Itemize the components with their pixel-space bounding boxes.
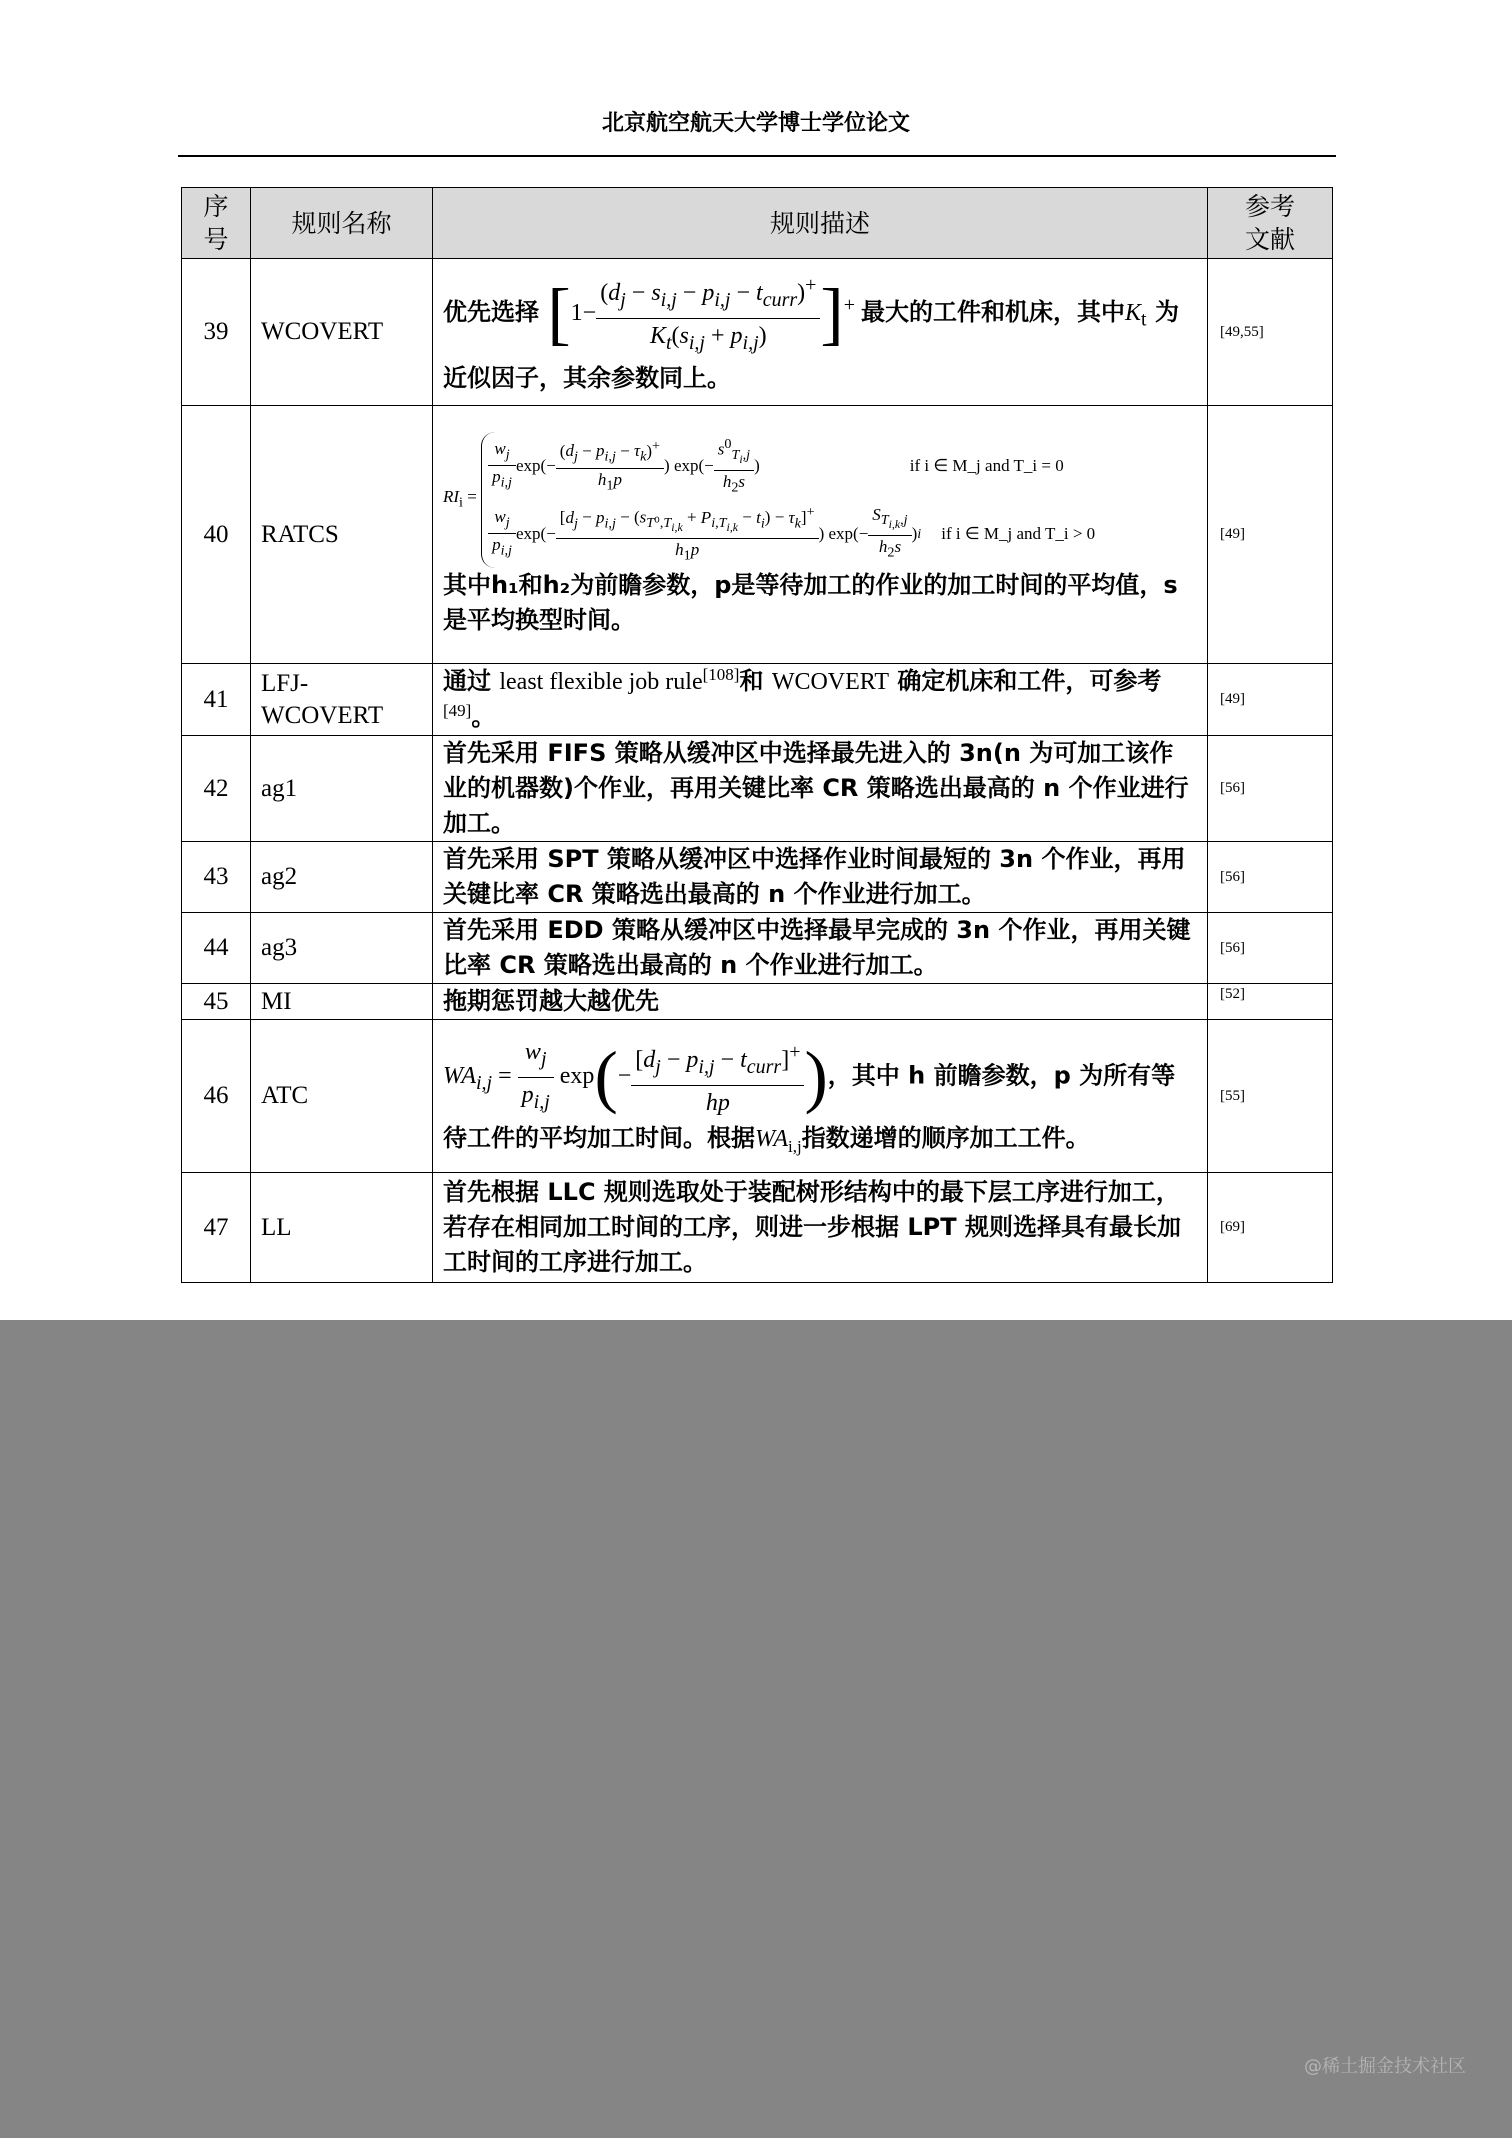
desc-text: ，其中 h 前瞻参数，p 为所有等待工件的平均加工时间。根据 (443, 1061, 1176, 1152)
desc-text: 为近似因子，其余参数同上。 (443, 298, 1179, 392)
row-ref: [49] (1208, 406, 1333, 664)
row-ref: [56] (1208, 842, 1333, 913)
row-no: 40 (182, 406, 251, 664)
atc-formula: $WA_{i,j}$ = $\frac{w_j}{p_{i,j}}$ exp(− $\frac{[d_j - p_{i,j} - t_{curr}]^+}{hp}$ ) (443, 1063, 828, 1089)
desc-text: WCOVERT (771, 669, 890, 695)
row-name: WCOVERT (251, 259, 433, 406)
desc-text: 优先选择 (443, 298, 539, 327)
desc-text: 指数递增的顺序加工工件。 (801, 1123, 1090, 1152)
desc-text: 。 (471, 703, 496, 731)
desc-text: 其中h₁和h₂为前瞻参数，p是等待加工的作业的加工时间的平均值，s是平均换型时间。 (443, 570, 1178, 634)
row-desc: 拖期惩罚越大越优先 (433, 984, 1208, 1020)
col-header-name: 规则名称 (251, 188, 433, 259)
header-rule (178, 155, 1336, 157)
row-name: MI (251, 984, 433, 1020)
row-no: 45 (182, 984, 251, 1020)
condition-2: if i ∈ M_j and T_i > 0 (941, 523, 1096, 543)
formula-lhs: RI (443, 486, 460, 506)
table-row (182, 913, 1333, 984)
row-ref: [69] (1208, 1173, 1333, 1283)
row-name: RATCS (251, 406, 433, 664)
rules-table (181, 187, 1333, 1283)
desc-var: K (1125, 300, 1142, 327)
col-header-ref: 参考文献 (1208, 188, 1333, 259)
row-name: ag1 (251, 736, 433, 842)
row-name: ATC (251, 1020, 433, 1173)
row-ref: [56] (1208, 913, 1333, 984)
table-row (182, 736, 1333, 842)
table-row (182, 984, 1333, 1020)
row-no: 43 (182, 842, 251, 913)
desc-var-sub: i,j (787, 1136, 802, 1156)
row-no: 42 (182, 736, 251, 842)
row-desc (433, 1020, 1208, 1173)
desc-var-sub: t (1141, 308, 1147, 331)
row-desc (433, 406, 1208, 664)
row-name: LL (251, 1173, 433, 1283)
formula-lhs-sub: i (459, 494, 463, 511)
row-no: 47 (182, 1173, 251, 1283)
row-no: 46 (182, 1020, 251, 1173)
citation: [49] (443, 701, 472, 720)
table-row (182, 1020, 1333, 1173)
row-ref: [55] (1208, 1020, 1333, 1173)
row-desc: 首先根据 LLC 规则选取处于装配树形结构中的最下层工序进行加工，若存在相同加工时间的工序，则进一步根据 LPT 规则选择具有最长加工时间的工序进行加工。 (433, 1173, 1208, 1283)
page-header: 北京航空航天大学博士学位论文 (601, 111, 910, 136)
row-ref: [49] (1208, 664, 1333, 736)
desc-text: least flexible job rule (499, 669, 703, 695)
desc-var: WA (755, 1125, 788, 1152)
gray-overlay (0, 1320, 1512, 2138)
wcovert-formula: [1− $\frac{(d_j - s_{i,j} - p_{i,j} - t_{curr})^+}{K_t(s_{i,j} + p_{i,j})}$ ]+ (547, 300, 861, 326)
table-row (182, 1173, 1333, 1283)
row-desc (433, 664, 1208, 736)
row-desc (433, 259, 1208, 406)
row-desc: 首先采用 SPT 策略从缓冲区中选择作业时间最短的 3n 个作业，再用关键比率 CR 策略选出最高的 n 个作业进行加工。 (433, 842, 1208, 913)
table-row (182, 406, 1333, 664)
col-header-desc: 规则描述 (433, 188, 1208, 259)
table-row (182, 259, 1333, 406)
table-row (182, 842, 1333, 913)
table-row (182, 664, 1333, 736)
row-name: ag2 (251, 842, 433, 913)
row-ref: [52] (1208, 984, 1333, 1020)
desc-text: 和 (739, 667, 764, 695)
condition-1: if i ∈ M_j and T_i = 0 (909, 455, 1064, 475)
row-name: LFJ-WCOVERT (251, 664, 433, 736)
row-no: 44 (182, 913, 251, 984)
row-desc: 首先采用 FIFS 策略从缓冲区中选择最先进入的 3n(n 为可加工该作业的机器数)个作业，再用关键比率 CR 策略选出最高的 n 个作业进行加工。 (433, 736, 1208, 842)
row-name: ag3 (251, 913, 433, 984)
row-no: 39 (182, 259, 251, 406)
desc-text: 确定机床和工件，可参考 (897, 667, 1162, 695)
citation: [108] (702, 665, 740, 684)
row-ref: [49,55] (1208, 259, 1333, 406)
row-no: 41 (182, 664, 251, 736)
row-ref: [56] (1208, 736, 1333, 842)
ratcs-formula: $RI_i$ = $\frac{w_j}{p_{i,j}}$ exp(− $\frac{(d_j - p_{i,j} - \tau_k)^+}{h_1p}$ ) exp(− $\frac{s^0_{T_i,j}}{h_2s}$ ) if i ∈ M_j and T_i = 0 $\frac{w_j}{p_{i,j}}$ exp(− $\frac{[d_j - p_{i,j} - (s_{T^0,T_{i,k}} + P_{i,T_{i,k}} - t_i) - \tau_k]^+}{h_1p}$ ) exp(− $\frac{S_{T_{i,k},j}}{h_2s}$ ) i if i ∈ M_j and T_i > 0 (443, 432, 1197, 568)
col-header-no: 序号 (182, 188, 251, 259)
row-desc: 首先采用 EDD 策略从缓冲区中选择最早完成的 3n 个作业，再用关键比率 CR 策略选出最高的 n 个作业进行加工。 (433, 913, 1208, 984)
table-header-row (182, 188, 1333, 259)
desc-text: 最大的工件和机床，其中 (861, 298, 1126, 327)
desc-text: 通过 (443, 667, 491, 695)
watermark: @稀土掘金技术社区 (1304, 2056, 1466, 2077)
